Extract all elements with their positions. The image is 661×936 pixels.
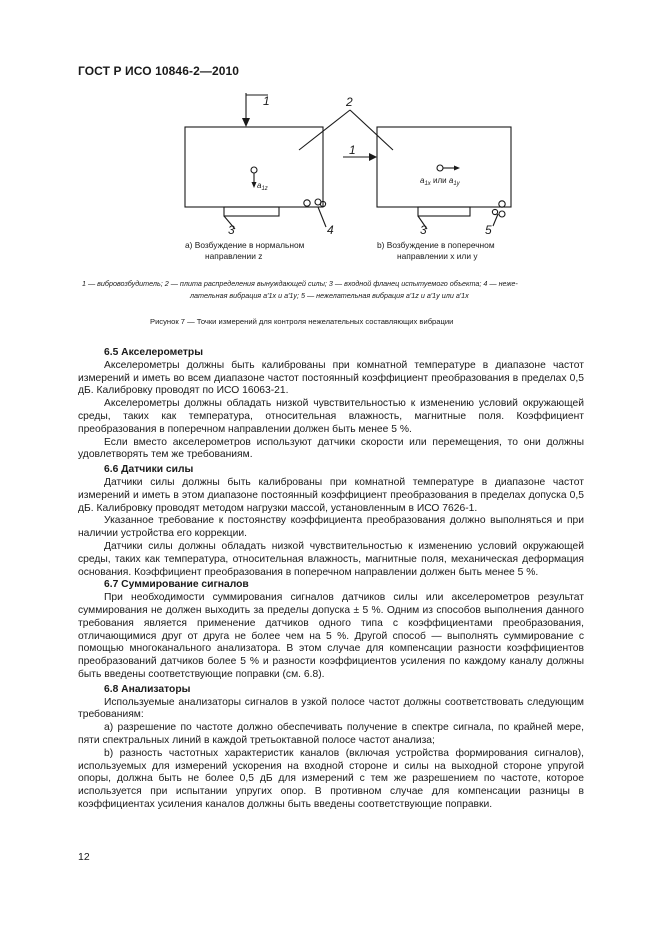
section-6-5-heading: 6.5 Акселерометры <box>104 347 203 358</box>
caption-a-line1: a) Возбуждение в нормальном <box>185 240 305 250</box>
figure-legend-line1: 1 — вибровозбудитель; 2 — плита распределения вынуждающей силы; 3 — входной фланец испытуемого объекта; 4 — неже- <box>82 279 518 288</box>
section-6-6-paragraph-2: Указанное требование к постоянству коэффициента преобразования должно выполняться и при наличии устройства его коррекции. <box>78 515 584 540</box>
label-3-a: 3 <box>228 223 235 237</box>
section-6-6-heading: 6.6 Датчики силы <box>104 464 194 476</box>
section-6-6-paragraph-1: Датчики силы должны быть калиброваны при комнатной температуре в диапазоне частот измерений и иметь в этом диапазоне постоянный коэффициент преобразования в пределах допуска 0,5 дБ. Калибровку проводят методом нагрузки массой, установленным в ИСО 7626-1. <box>78 476 584 514</box>
label-1-b: 1 <box>349 143 356 157</box>
section-6-5-paragraph-2: Акселерометры должны обладать низкой чувствительностью к изменению условий окружающей среды, таких как температура, относительная влажность, магнитные поля. Коэффициент преобразования в поперечном направлении должен быть менее 5 %. <box>78 398 584 435</box>
caption-b-line2: направлении x или y <box>397 251 478 261</box>
section-6-8-item-a: а) разрешение по частоте должно обеспечивать получение в спектре сигнала, по крайней мере, пяти спектральных линий в каждой третьоктавной полосе частот анализа; <box>78 722 584 746</box>
accel-label-a1x-a1y: $a_{1x}$ или $a_{1y}$ <box>420 176 460 187</box>
section-6-8-paragraph-1: Используемые анализаторы сигналов в узкой полосе частот должны соответствовать следующим требованиям: <box>78 696 584 721</box>
main-text <box>78 347 584 812</box>
section-6-7-paragraph-1: При необходимости суммирования сигналов датчиков силы или акселерометров результат суммирования не должен выходить за пределы допуска ± 5 %. Одним из способов выполнения данного требования является применение датчиков одного типа с коэффициентами преобразования, отличающимися друг от друга не более чем на 5 %. Другой способ — выполнять суммирование с помощью многоканального анализатора. В этом случае для компенсации разности коэффициентов преобразований датчиков более 5 % и разности коэффициентов усиления по каждому каналу должны быть введены соответствующие поправки (см. 6.8). <box>78 592 584 680</box>
accelerometer-5-b <box>499 201 505 207</box>
label-3-b: 3 <box>420 223 427 237</box>
label-4: 4 <box>327 223 334 237</box>
label-2: 2 <box>346 95 353 109</box>
figure-7-diagram <box>0 0 661 300</box>
label-5: 5 <box>485 223 492 237</box>
accelerometer-a1x <box>437 165 443 171</box>
accelerometer-a1z <box>251 167 257 173</box>
figure-title: Рисунок 7 — Точки измерений для контроля нежелательных составляющих вибрации <box>150 317 454 326</box>
accelerometer-4-a <box>304 200 310 206</box>
input-flange-a <box>224 207 279 216</box>
section-6-6-paragraph-3: Датчики силы должны обладать низкой чувствительностью к изменению условий окружающей среды, таких как температура, относительная влажность, магнитные поля, механическая деформация основания. Коэффициент преобразования в поперечном направлении должен быть менее 5 %. <box>78 540 584 578</box>
section-6-7-heading: 6.7 Суммирование сигналов <box>104 579 249 591</box>
section-6-5-paragraph-3: Если вместо акселерометров используют датчики скорости или перемещения, то они должны удовлетворять тем же требованиям. <box>78 436 584 461</box>
figure-legend-line2: лательная вибрация a′1x и a′1y; 5 — нежелательная вибрация a′1z и a′1y или a′1x <box>190 291 469 300</box>
section-6-8-item-b: b) разность частотных характеристик каналов (включая устройства формирования сигналов), используемых для измерений ускорения на входной стороне и силы на выходной стороне упругой опоры, должна быть не более 0,5 дБ для измерений с тем же разрешением по частоте, которое используется при испытании упругих опор. В противном случае для компенсации разницы в коэффициентах усиления каналов должны быть введены соответствующие поправки. <box>78 747 584 810</box>
document-header: ГОСТ Р ИСО 10846-2—2010 <box>78 64 240 78</box>
page-number: 12 <box>78 851 90 863</box>
section-6-5-paragraph-1: Акселерометры должны быть калиброваны при комнатной температуре в диапазоне частот измерений и иметь во всем диапазоне частот постоянный коэффициент преобразования в пределах 0,5 дБ. Калибровку проводят по ИСО 16063-21. <box>78 359 584 397</box>
force-distribution-plate-b <box>377 127 511 207</box>
label-1-a: 1 <box>263 94 270 108</box>
accel-label-a1z: $a_{1z}$ <box>257 181 268 192</box>
caption-b-line1: b) Возбуждение в поперечном <box>377 240 495 250</box>
input-flange-b <box>418 207 470 216</box>
section-6-8-heading: 6.8 Анализаторы <box>104 683 191 695</box>
caption-a-line2: направлении z <box>205 251 263 261</box>
